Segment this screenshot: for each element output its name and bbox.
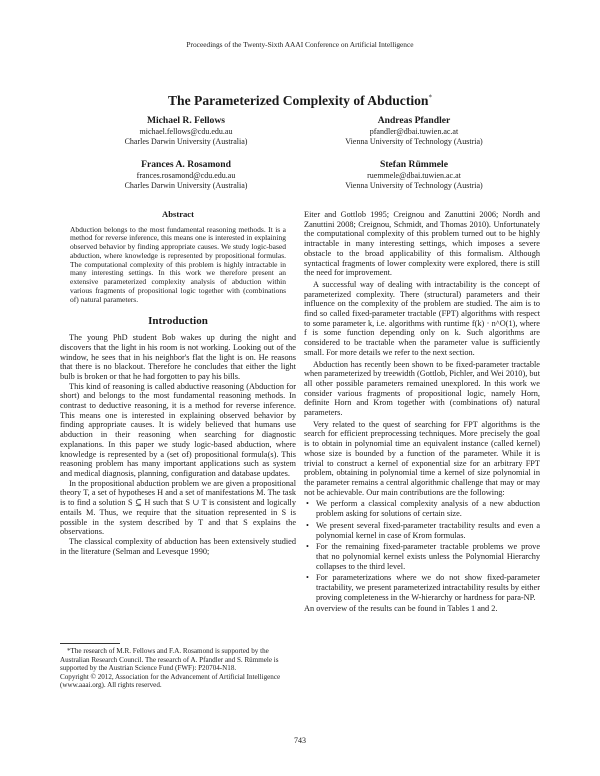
footnote-funding: *The research of M.R. Fellows and F.A. Rosamond is supported by the Australian Research Council. The research of A. Pfandler and S. Rümmele is supported by the Austrian Science Fund (FWF): P20704-N18. [60, 647, 279, 673]
title-footnote-mark: * [428, 93, 432, 102]
author-name: Michael R. Fellows [146, 115, 226, 126]
author-affiliation: Vienna University of Technology (Austria) [345, 181, 483, 191]
left-column [60, 210, 296, 556]
paper-title-text: The Parameterized Complexity of Abduction [167, 93, 429, 108]
paragraph: Very related to the quest of searching for FPT algorithms is the search for efficient preprocessing techniques. More precisely the goal is to obtain in polynomial time an equivalent instance (called kernel) whose size is bounded by a function of the parameter. While it is trivial to construct a kernel of exponential size for an arbitrary FPT problem, obtaining in polynomial time a kernel of size polynomial in the parameter remains a central algorithmic challenge that may or may not be achievable. Our main contributions are the following: [304, 419, 540, 497]
paper-title [0, 93, 600, 109]
author-email[interactable]: michael.fellows@cdu.edu.au [139, 127, 233, 136]
paragraph: An overview of the results can be found in Tables 1 and 2. [304, 604, 498, 614]
copyright-notice: Copyright © 2012, Association for the Advancement of Artificial Intelligence (www.aaai.org). All rights reserved. [60, 672, 281, 690]
author-email[interactable]: frances.rosamond@cdu.edu.au [136, 171, 236, 180]
paragraph: In the propositional abduction problem we are given a propositional theory T, a set of hypotheses H and a set of manifestations M. The task is to find a solution S ⊆ H such that S ∪ T is consistent and logically entails M. Thus, we require that the situation represented in S is possible in the system described by T and that S explains the observations. [60, 478, 296, 537]
author-email[interactable]: ruemmele@dbai.tuwien.ac.at [367, 171, 461, 180]
footnote-divider [60, 643, 120, 644]
author-block [294, 115, 534, 148]
author-email[interactable]: pfandler@dbai.tuwien.ac.at [369, 127, 459, 136]
list-item: • We perform a classical complexity analysis of a new abduction problem asking for solutions of certain size. [316, 499, 540, 518]
list-item: • For parameterizations where we do not show fixed-parameter tractability, we present parameterized intractability results by either proving completeness in the W-hierarchy or hardness for para-NP. [316, 573, 540, 602]
footnote [60, 643, 296, 690]
author-name: Frances A. Rosamond [141, 159, 231, 170]
paragraph: Abduction has recently been shown to be fixed-parameter tractable when parameterized by treewidth (Gottlob, Pichler, and Wei 2010), but all other possible parameters remained unexplored. In this work we consider various fragments of propositional logic, namely Horn, definite Horn and Krom together with (combinations of) natural parameters. [304, 359, 540, 418]
abstract-text: Abduction belongs to the most fundamental reasoning methods. It is a method for reverse inference, this means one is interested in explaining observed behavior by finding appropriate causes. We study logic-based abduction, where knowledge is represented by propositional formulas. The computational complexity of this problem is highly intractable in many interesting settings. In this work we therefore present an extensive parameterized complexity analysis of abduction within various fragments of propositional logic together with (combinations of) natural parameters. [70, 224, 286, 304]
author-affiliation: Vienna University of Technology (Austria) [345, 137, 483, 147]
author-affiliation: Charles Darwin University (Australia) [124, 181, 248, 191]
section-heading-introduction: Introduction [148, 315, 208, 328]
list-item: • For the remaining fixed-parameter tractable problems we prove that no polynomial kernel exists unless the Polynomial Hierarchy collapses to the third level. [316, 542, 540, 571]
proceedings-header: Proceedings of the Twenty-Sixth AAAI Conference on Artificial Intelligence [186, 40, 414, 49]
list-item: • We present several fixed-parameter tractability results and even a polynomial kernel in case of Krom formulas. [316, 521, 540, 540]
paragraph: A successful way of dealing with intractability is the concept of parameterized complexity. There (structural) parameters and their influence on the complexity of the problem are studied. The aim is to find so called fixed-parameter tractable (FPT) algorithms with respect to some parameter k, i.e. algorithms with runtime f(k) · n^O(1), where f is some function depending only on k. Such algorithms are considered to be tractable when the parameter value is sufficiently small. For more details we refer to the next section. [304, 279, 540, 357]
contributions-list [304, 499, 540, 602]
paragraph: The young PhD student Bob wakes up during the night and discovers that the light in his room is not working. Looking out of the window, he sees that in his neighbor's flat the light is on. He reasons that there is no blackout. Therefore he concludes that either the light bulb is broken or that he had forgotten to pay his bills. [60, 333, 296, 381]
author-block [66, 115, 306, 148]
paragraph: This kind of reasoning is called abductive reasoning (Abduction for short) and belongs to the most fundamental reasoning methods. In contrast to deductive reasoning, it is a method for reverse inference. This means one is interested in explaining observed behavior by finding appropriate causes. It is widely believed that humans use abduction in their reasoning when searching for diagnostic explanations. In this paper we study logic-based abduction, where knowledge is represented by a (set of) propositional formula(s). This reasoning problem has many important applications such as system and medical diagnosis, planning, configuration and database updates. [60, 381, 296, 478]
author-name: Andreas Pfandler [377, 115, 451, 126]
page-number: 743 [294, 736, 306, 745]
paragraph: The classical complexity of abduction has been extensively studied in the literature (Selman and Levesque 1990; [60, 536, 296, 556]
author-affiliation: Charles Darwin University (Australia) [124, 137, 248, 147]
paragraph: Eiter and Gottlob 1995; Creignou and Zanuttini 2006; Nordh and Zanuttini 2008; Creignou, Schmidt, and Thomas 2010). Unfortunately the computational complexity of this problem turned out to be highly intractable in many interesting settings, which imposes a severe obstacle to the broad applicability of this formalism. Although syntactical fragments of lower complexity were explored, there is still the need for improvement. [304, 210, 540, 278]
author-block [294, 159, 534, 192]
right-column [304, 210, 540, 614]
author-block [66, 159, 306, 192]
author-name: Stefan Rümmele [380, 159, 448, 170]
abstract-heading: Abstract [162, 209, 194, 219]
